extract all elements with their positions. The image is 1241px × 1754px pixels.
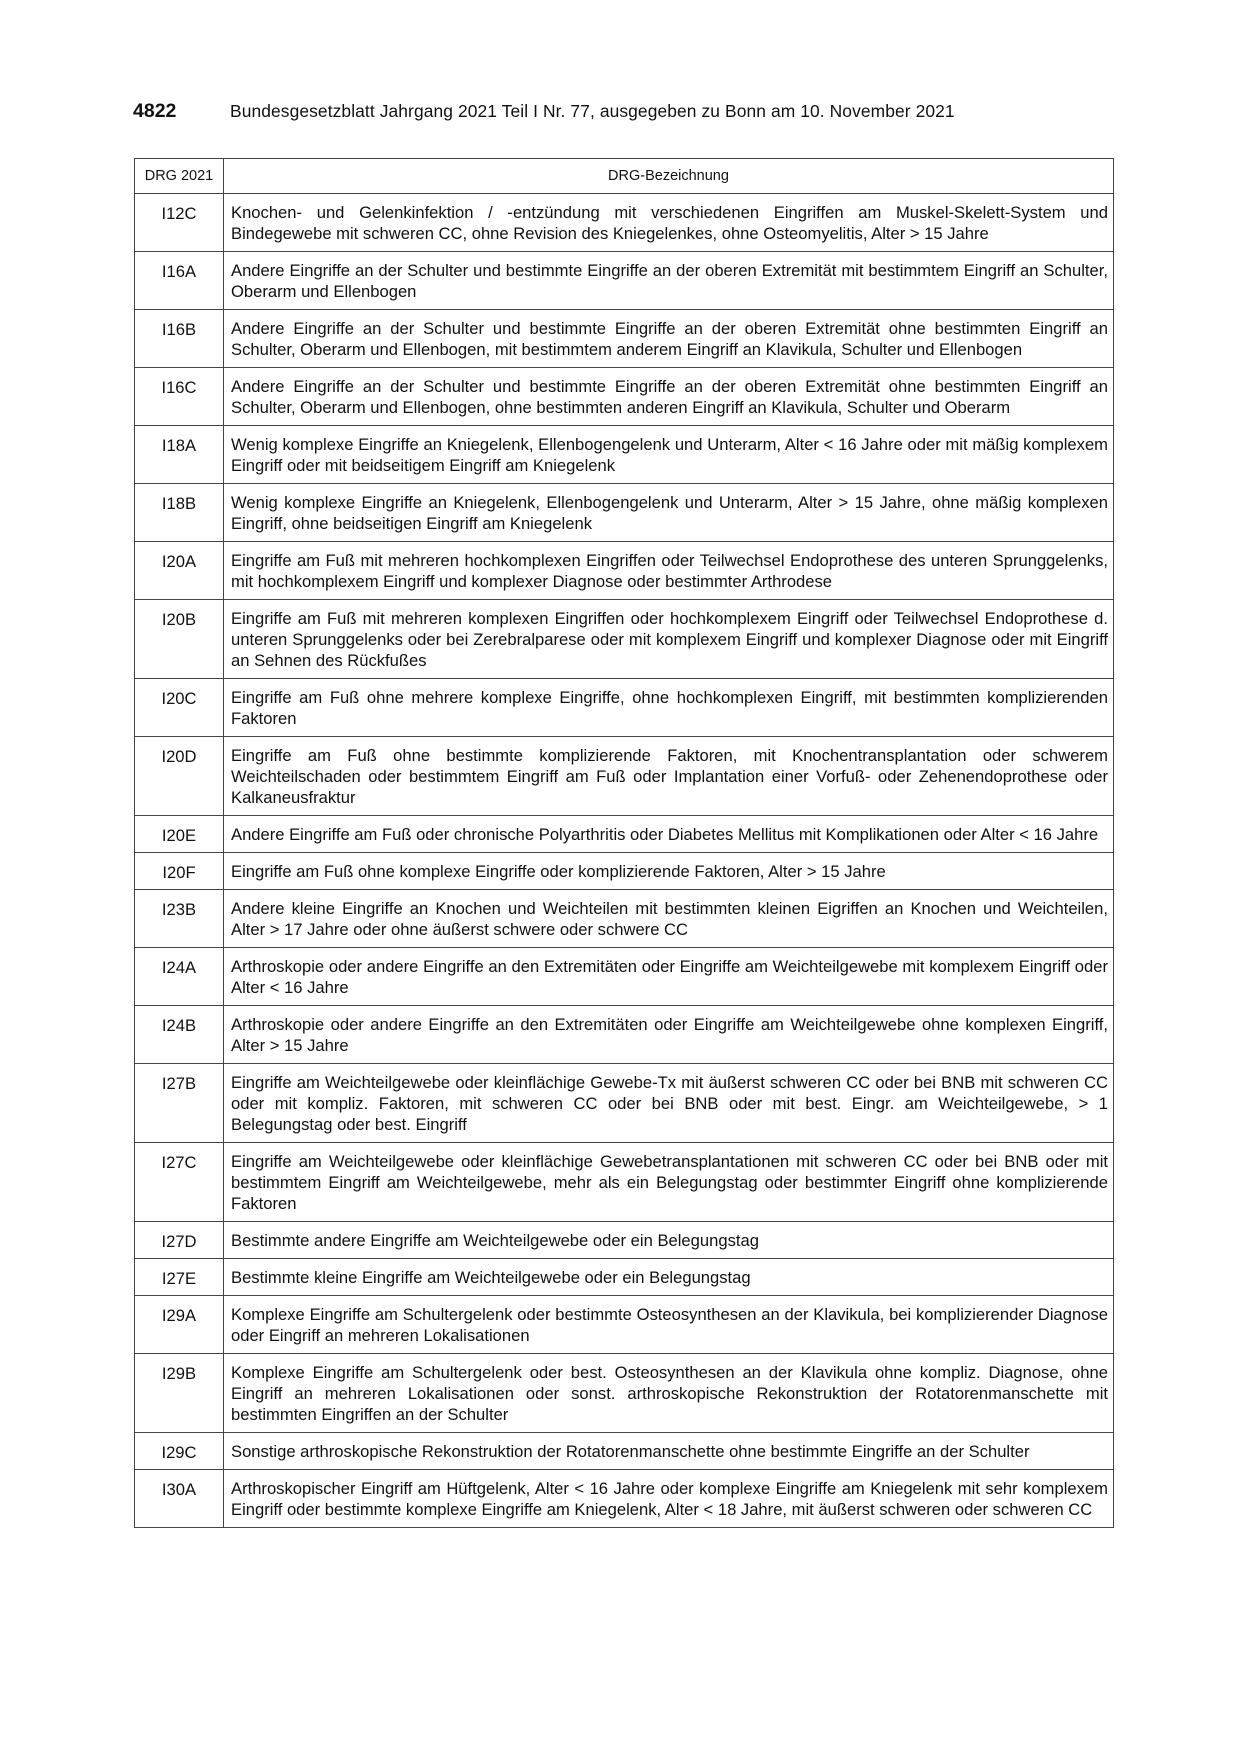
drg-code-cell: I27B	[135, 1064, 224, 1143]
table-row	[135, 368, 1114, 426]
drg-code-cell: I16B	[135, 310, 224, 368]
drg-description-cell: Eingriffe am Fuß ohne bestimmte komplizierende Faktoren, mit Knochentransplantation oder schwerem Weichteilschaden oder bestimmtem Eingriff am Fuß oder Implantation einer Vorfuß- oder Zehenendoprothese oder Kalkaneusfraktur	[224, 737, 1114, 816]
table-row	[135, 1006, 1114, 1064]
drg-code-cell: I20F	[135, 853, 224, 890]
drg-description-cell: Andere Eingriffe an der Schulter und bestimmte Eingriffe an der oberen Extremität ohne bestimmten Eingriff an Schulter, Oberarm und Ellenbogen, ohne bestimmten anderen Eingriff an Klavikula, Schulter und Oberarm	[224, 368, 1114, 426]
drg-description-cell: Arthroskopie oder andere Eingriffe an den Extremitäten oder Eingriffe am Weichteilgewebe ohne komplexen Eingriff, Alter > 15 Jahre	[224, 1006, 1114, 1064]
page-number: 4822	[133, 100, 177, 122]
drg-code-cell: I20A	[135, 542, 224, 600]
drg-code-cell: I24B	[135, 1006, 224, 1064]
table-row	[135, 1259, 1114, 1296]
drg-description-cell: Wenig komplexe Eingriffe an Kniegelenk, Ellenbogengelenk und Unterarm, Alter > 15 Jahre, ohne mäßig komplexen Eingriff, ohne beidseitigen Eingriff am Kniegelenk	[224, 484, 1114, 542]
drg-description-cell: Arthroskopischer Eingriff am Hüftgelenk, Alter < 16 Jahre oder komplexe Eingriffe am Kniegelenk mit sehr komplexem Eingriff oder bestimmte komplexe Eingriffe am Kniegelenk, Alter < 18 Jahre, mit äußerst schweren oder schweren CC	[224, 1470, 1114, 1528]
table-row	[135, 816, 1114, 853]
table-row	[135, 737, 1114, 816]
drg-code-cell: I18B	[135, 484, 224, 542]
drg-description-cell: Wenig komplexe Eingriffe an Kniegelenk, Ellenbogengelenk und Unterarm, Alter < 16 Jahre oder mit mäßig komplexem Eingriff oder mit beidseitigem Eingriff am Kniegelenk	[224, 426, 1114, 484]
table-row	[135, 1433, 1114, 1470]
table-row	[135, 1296, 1114, 1354]
drg-description-cell: Komplexe Eingriffe am Schultergelenk oder best. Osteosynthesen an der Klavikula ohne kompliz. Diagnose, ohne Eingriff an mehreren Lokalisationen oder sonst. arthroskopische Rekonstruktion der Rotatorenmanschette mit bestimmten Eingriffen an der Schulter	[224, 1354, 1114, 1433]
drg-code-cell: I16C	[135, 368, 224, 426]
table-row	[135, 426, 1114, 484]
table-row	[135, 542, 1114, 600]
drg-code-cell: I23B	[135, 890, 224, 948]
column-header-description: DRG-Bezeichnung	[224, 159, 1114, 194]
drg-description-cell: Bestimmte kleine Eingriffe am Weichteilgewebe oder ein Belegungstag	[224, 1259, 1114, 1296]
table-row	[135, 252, 1114, 310]
table-row	[135, 890, 1114, 948]
drg-code-cell: I27D	[135, 1222, 224, 1259]
drg-code-cell: I29C	[135, 1433, 224, 1470]
drg-description-cell: Andere kleine Eingriffe an Knochen und Weichteilen mit bestimmten kleinen Eigriffen an Knochen und Weichteilen, Alter > 17 Jahre oder ohne äußerst schwere oder schwere CC	[224, 890, 1114, 948]
drg-code-cell: I18A	[135, 426, 224, 484]
table-row	[135, 1143, 1114, 1222]
drg-description-cell: Knochen- und Gelenkinfektion / -entzündung mit verschiedenen Eingriffen am Muskel-Skelett-System und Bindegewebe mit schweren CC, ohne Revision des Kniegelenkes, ohne Osteomyelitis, Alter > 15 Jahre	[224, 194, 1114, 252]
table-row	[135, 194, 1114, 252]
drg-table	[134, 158, 1114, 1528]
drg-code-cell: I27C	[135, 1143, 224, 1222]
table-row	[135, 1354, 1114, 1433]
drg-description-cell: Andere Eingriffe an der Schulter und bestimmte Eingriffe an der oberen Extremität mit bestimmtem Eingriff an Schulter, Oberarm und Ellenbogen	[224, 252, 1114, 310]
drg-description-cell: Eingriffe am Weichteilgewebe oder kleinflächige Gewebetransplantationen mit schweren CC oder bei BNB oder mit bestimmtem Eingriff am Weichteilgewebe, mehr als ein Belegungstag oder bestimmter Eingriff ohne komplizierende Faktoren	[224, 1143, 1114, 1222]
drg-description-cell: Bestimmte andere Eingriffe am Weichteilgewebe oder ein Belegungstag	[224, 1222, 1114, 1259]
table-row	[135, 948, 1114, 1006]
drg-description-cell: Eingriffe am Fuß mit mehreren komplexen Eingriffen oder hochkomplexem Eingriff oder Teilwechsel Endoprothese d. unteren Sprunggelenks oder bei Zerebralparese oder mit komplexem Eingriff und komplexer Diagnose oder mit Eingriff an Sehnen des Rückfußes	[224, 600, 1114, 679]
table-row	[135, 1222, 1114, 1259]
drg-code-cell: I29A	[135, 1296, 224, 1354]
table-row	[135, 484, 1114, 542]
drg-description-cell: Andere Eingriffe an der Schulter und bestimmte Eingriffe an der oberen Extremität ohne bestimmten Eingriff an Schulter, Oberarm und Ellenbogen, mit bestimmtem anderem Eingriff an Klavikula, Schulter und Ellenbogen	[224, 310, 1114, 368]
drg-description-cell: Komplexe Eingriffe am Schultergelenk oder bestimmte Osteosynthesen an der Klavikula, bei komplizierender Diagnose oder Eingriff an mehreren Lokalisationen	[224, 1296, 1114, 1354]
table-row	[135, 1470, 1114, 1528]
drg-description-cell: Eingriffe am Fuß ohne mehrere komplexe Eingriffe, ohne hochkomplexen Eingriff, mit bestimmten komplizierenden Faktoren	[224, 679, 1114, 737]
drg-code-cell: I27E	[135, 1259, 224, 1296]
table-row	[135, 310, 1114, 368]
drg-code-cell: I20D	[135, 737, 224, 816]
drg-code-cell: I30A	[135, 1470, 224, 1528]
drg-code-cell: I20E	[135, 816, 224, 853]
drg-code-cell: I12C	[135, 194, 224, 252]
drg-code-cell: I29B	[135, 1354, 224, 1433]
publication-title: Bundesgesetzblatt Jahrgang 2021 Teil I Nr. 77, ausgegeben zu Bonn am 10. November 2021	[230, 101, 955, 121]
page-header	[133, 100, 1113, 126]
table-row	[135, 853, 1114, 890]
table-row	[135, 679, 1114, 737]
drg-code-cell: I16A	[135, 252, 224, 310]
table-header-row	[135, 159, 1114, 194]
column-header-code: DRG 2021	[135, 159, 224, 194]
drg-description-cell: Eingriffe am Fuß ohne komplexe Eingriffe oder komplizierende Faktoren, Alter > 15 Jahre	[224, 853, 1114, 890]
drg-code-cell: I20C	[135, 679, 224, 737]
drg-description-cell: Eingriffe am Weichteilgewebe oder kleinflächige Gewebe-Tx mit äußerst schweren CC oder bei BNB mit schweren CC oder mit kompliz. Faktoren, mit schweren CC oder bei BNB oder mit best. Eingr. am Weichteilgewebe, > 1 Belegungstag oder best. Eingriff	[224, 1064, 1114, 1143]
drg-description-cell: Arthroskopie oder andere Eingriffe an den Extremitäten oder Eingriffe am Weichteilgewebe mit komplexem Eingriff oder Alter < 16 Jahre	[224, 948, 1114, 1006]
table-row	[135, 1064, 1114, 1143]
drg-code-cell: I24A	[135, 948, 224, 1006]
table-row	[135, 600, 1114, 679]
drg-description-cell: Andere Eingriffe am Fuß oder chronische Polyarthritis oder Diabetes Mellitus mit Komplikationen oder Alter < 16 Jahre	[224, 816, 1114, 853]
table-body	[135, 194, 1114, 1528]
drg-description-cell: Eingriffe am Fuß mit mehreren hochkomplexen Eingriffen oder Teilwechsel Endoprothese des unteren Sprunggelenks, mit hochkomplexem Eingriff und komplexer Diagnose oder bestimmter Arthrodese	[224, 542, 1114, 600]
drg-description-cell: Sonstige arthroskopische Rekonstruktion der Rotatorenmanschette ohne bestimmte Eingriffe an der Schulter	[224, 1433, 1114, 1470]
drg-code-cell: I20B	[135, 600, 224, 679]
